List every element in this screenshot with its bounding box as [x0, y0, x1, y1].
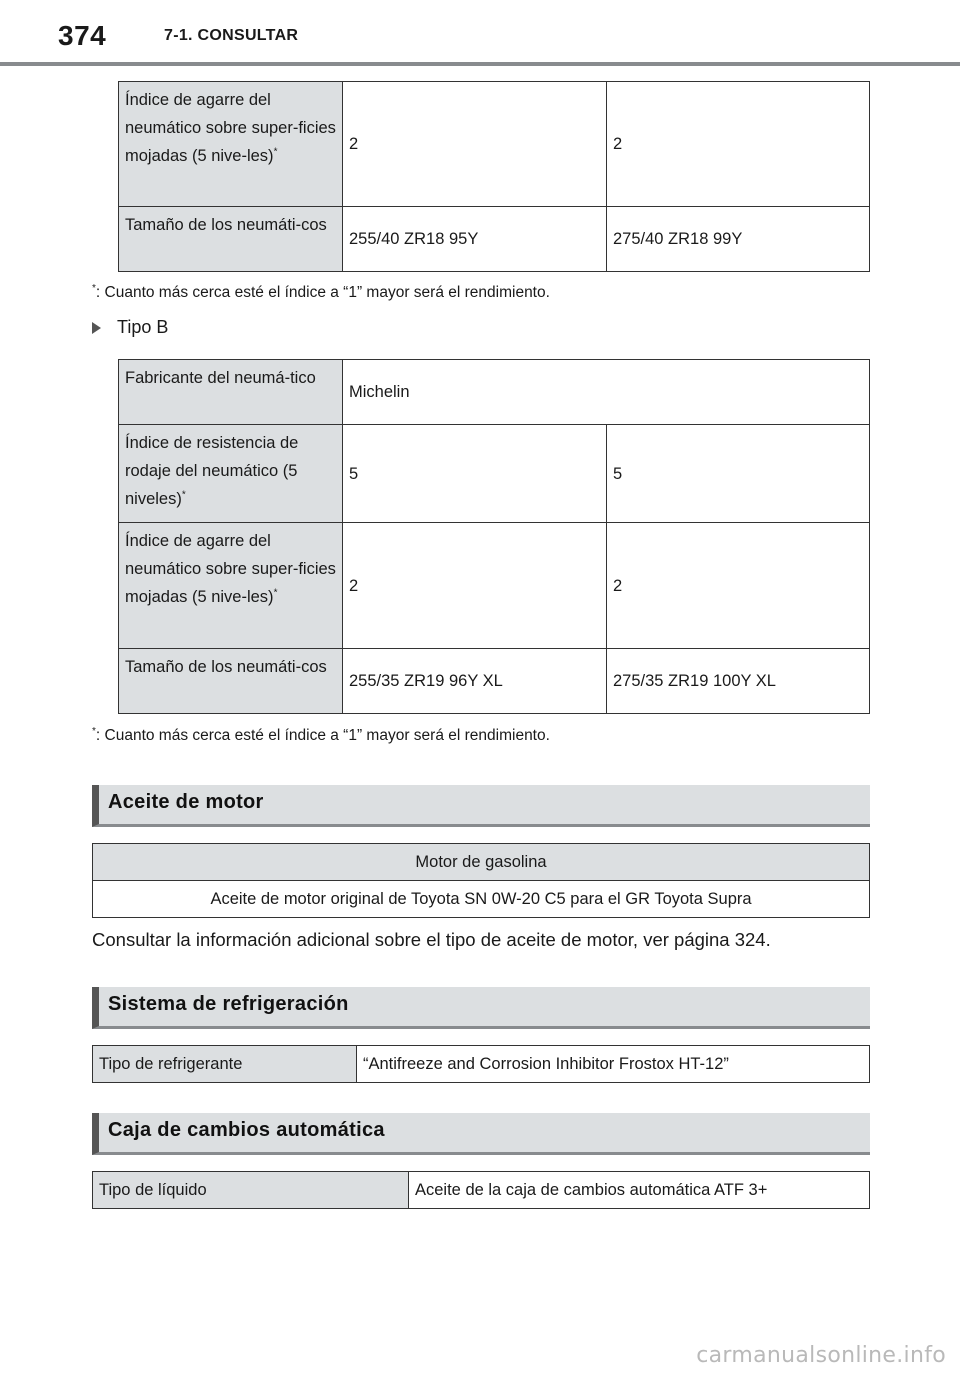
transmission-value: Aceite de la caja de cambios automática ATF 3+ — [408, 1171, 870, 1209]
table-a-size-rear: 275/40 ZR18 99Y — [606, 206, 870, 272]
table-a-size-front: 255/40 ZR18 95Y — [342, 206, 607, 272]
tipo-b-size-rear: 275/35 ZR19 100Y XL — [606, 648, 870, 714]
transmission-label: Tipo de líquido — [92, 1171, 409, 1209]
tipo-b-wet-grip-front: 2 — [342, 522, 607, 649]
cooling-label: Tipo de refrigerante — [92, 1045, 357, 1083]
cooling-value: “Antifreeze and Corrosion Inhibitor Frostox HT-12” — [356, 1045, 870, 1083]
transmission-banner — [92, 1113, 870, 1155]
engine-oil-banner — [92, 785, 870, 827]
engine-oil-note: Consultar la información adicional sobre el tipo de aceite de motor, ver página 324. — [92, 929, 771, 950]
table-a-wet-grip-label: Índice de agarre del neumático sobre super-ficies mojadas (5 nive-les)* — [118, 81, 343, 207]
cooling-banner — [92, 987, 870, 1029]
table-a-wet-grip-rear: 2 — [606, 81, 870, 207]
asterisk-mark: * — [273, 146, 278, 158]
tipo-b-size-front: 255/35 ZR19 96Y XL — [342, 648, 607, 714]
engine-oil-title: Aceite de motor — [108, 791, 264, 813]
footnote-2: *: Cuanto más cerca esté el índice a “1” mayor será el rendimiento. — [92, 726, 550, 745]
tipo-b-rolling-label: Índice de resistencia de rodaje del neumático (5 niveles)* — [118, 424, 343, 523]
cooling-title: Sistema de refrigeración — [108, 993, 349, 1015]
tipo-b-maker-value: Michelin — [342, 359, 870, 425]
engine-oil-table-header: Motor de gasolina — [92, 843, 870, 881]
transmission-title: Caja de cambios automática — [108, 1119, 385, 1141]
table-a-size-label: Tamaño de los neumáti-cos — [118, 206, 343, 272]
tipo-b-wet-grip-rear: 2 — [606, 522, 870, 649]
engine-oil-table-value: Aceite de motor original de Toyota SN 0W-20 C5 para el GR Toyota Supra — [92, 880, 870, 918]
tipo-b-rolling-front: 5 — [342, 424, 607, 523]
tipo-b-size-label: Tamaño de los neumáti-cos — [118, 648, 343, 714]
tipo-b-rolling-rear: 5 — [606, 424, 870, 523]
page-number: 374 — [58, 20, 107, 51]
tipo-b-maker-label: Fabricante del neumá-tico — [118, 359, 343, 425]
header-divider — [0, 62, 960, 66]
triangle-bullet-icon — [92, 322, 101, 334]
watermark: carmanualsonline.info — [696, 1343, 946, 1368]
footnote-1: *: Cuanto más cerca esté el índice a “1” mayor será el rendimiento. — [92, 283, 550, 302]
section-title: 7-1. CONSULTAR — [164, 27, 299, 44]
tipo-b-heading: Tipo B — [92, 317, 168, 338]
table-a-wet-grip-front: 2 — [342, 81, 607, 207]
tipo-b-wet-grip-label: Índice de agarre del neumático sobre super-ficies mojadas (5 nive-les)* — [118, 522, 343, 649]
